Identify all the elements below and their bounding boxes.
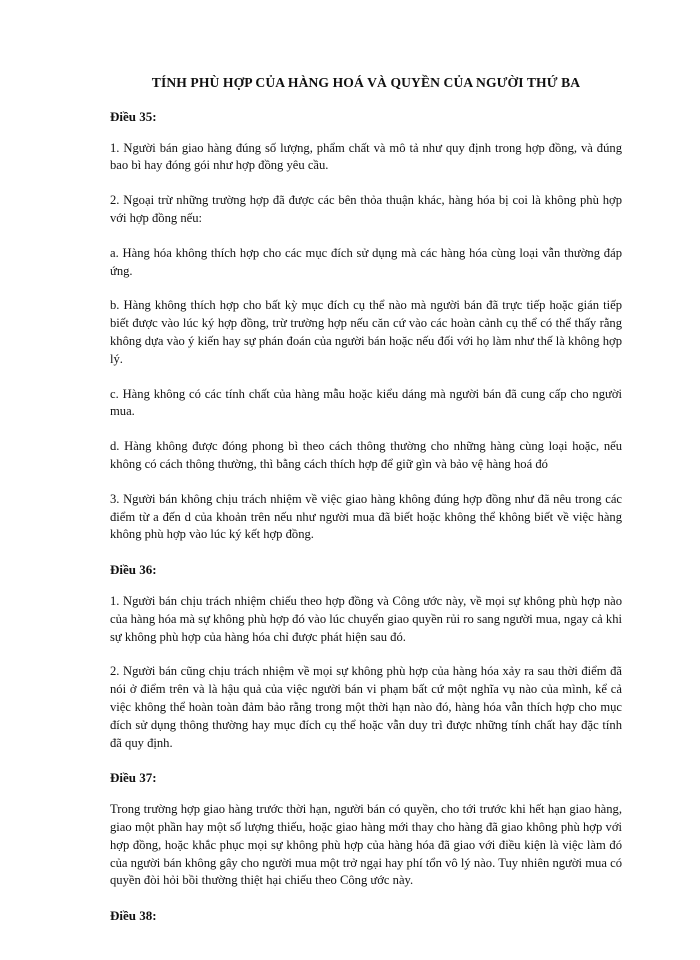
- article-heading: Điều 37:: [110, 770, 157, 786]
- paragraph: a. Hàng hóa không thích hợp cho các mục đích sử dụng mà các hàng hóa cùng loại vẫn thường đáp ứng.: [110, 245, 622, 278]
- paragraph: c. Hàng không có các tính chất của hàng mẫu hoặc kiểu dáng mà người bán đã cung cấp cho người mua.: [110, 386, 622, 419]
- paragraph: 3. Người bán không chịu trách nhiệm về việc giao hàng không đúng hợp đồng như đã nêu trong các điểm từ a đến d của khoản trên nếu như người mua đã biết hoặc không thể không biết về việc hàng không phù hợp vào lúc ký kết hợp đồng.: [110, 491, 622, 542]
- article-38: [110, 907, 622, 925]
- paragraph: d. Hàng không được đóng phong bì theo cách thông thường cho những hàng cùng loại hoặc, nếu không có cách thông thường, thì bằng cách thích hợp để giữ gìn và bảo vệ hàng hoá đó: [110, 439, 622, 471]
- article-heading: Điều 35:: [110, 108, 157, 124]
- paragraph: 1. Người bán giao hàng đúng số lượng, phẩm chất và mô tả như quy định trong hợp đồng, và đúng bao bì hay đóng gói như hợp đồng yêu cầu.: [110, 140, 622, 173]
- paragraph: b. Hàng không thích hợp cho bất kỳ mục đích cụ thể nào mà người bán đã trực tiếp hoặc gián tiếp biết được vào lúc ký hợp đồng, trừ trường hợp nếu căn cứ vào các hoàn cảnh cụ thể có thể thấy rằng không dựa vào ý kiến hay sự phán đoán của người bán hoặc nếu đối với họ làm như thế là không hợp lý.: [110, 298, 622, 366]
- article-35: [110, 108, 622, 544]
- paragraph: 2. Người bán cũng chịu trách nhiệm về mọi sự không phù hợp của hàng hóa xảy ra sau thời điểm đã nói ở điểm trên và là hậu quả của việc người bán vi phạm bất cứ một nghĩa vụ nào của mình, kể cả việc không thể hoàn toàn đảm bảo rằng trong một thời hạn nào đó, hàng hóa vẫn thích hợp cho mục đích sử dụng thông thường hay mục đích cụ thể hoặc vẫn duy trì được những tính chất hay đặc tính đã quy định.: [110, 664, 622, 750]
- paragraph: 1. Người bán chịu trách nhiệm chiếu theo hợp đồng và Công ước này, về mọi sự không phù hợp nào của hàng hóa mà sự không phù hợp đó vào lúc chuyển giao quyền rủi ro sang người mua, ngay cả khi sự không phù hợp của hàng hóa chỉ được phát hiện sau đó.: [110, 593, 622, 644]
- article-36: [110, 561, 622, 752]
- article-heading: Điều 36:: [110, 562, 157, 578]
- article-37: [110, 769, 622, 890]
- document-title: TÍNH PHÙ HỢP CỦA HÀNG HOÁ VÀ QUYỀN CỦA NGƯỜI THỨ BA: [151, 75, 581, 90]
- document-page: [110, 74, 622, 939]
- paragraph: 2. Ngoại trừ những trường hợp đã được các bên thỏa thuận khác, hàng hóa bị coi là không phù hợp với hợp đồng nếu:: [110, 193, 622, 225]
- paragraph: Trong trường hợp giao hàng trước thời hạn, người bán có quyền, cho tới trước khi hết hạn giao hàng, giao một phần hay một số lượng thiếu, hoặc giao hàng mới thay cho hàng đã giao không phù hợp với hợp đồng, hoặc khắc phục mọi sự không phù hợp của hàng hóa đã giao với điều kiện là việc làm đó của người bán không gây cho người mua một trở ngại hay phí tổn vô lý nào. Tuy nhiên người mua có quyền đòi hỏi bồi thường thiệt hại chiếu theo Công ước này.: [110, 802, 622, 888]
- article-heading: Điều 38:: [110, 908, 157, 924]
